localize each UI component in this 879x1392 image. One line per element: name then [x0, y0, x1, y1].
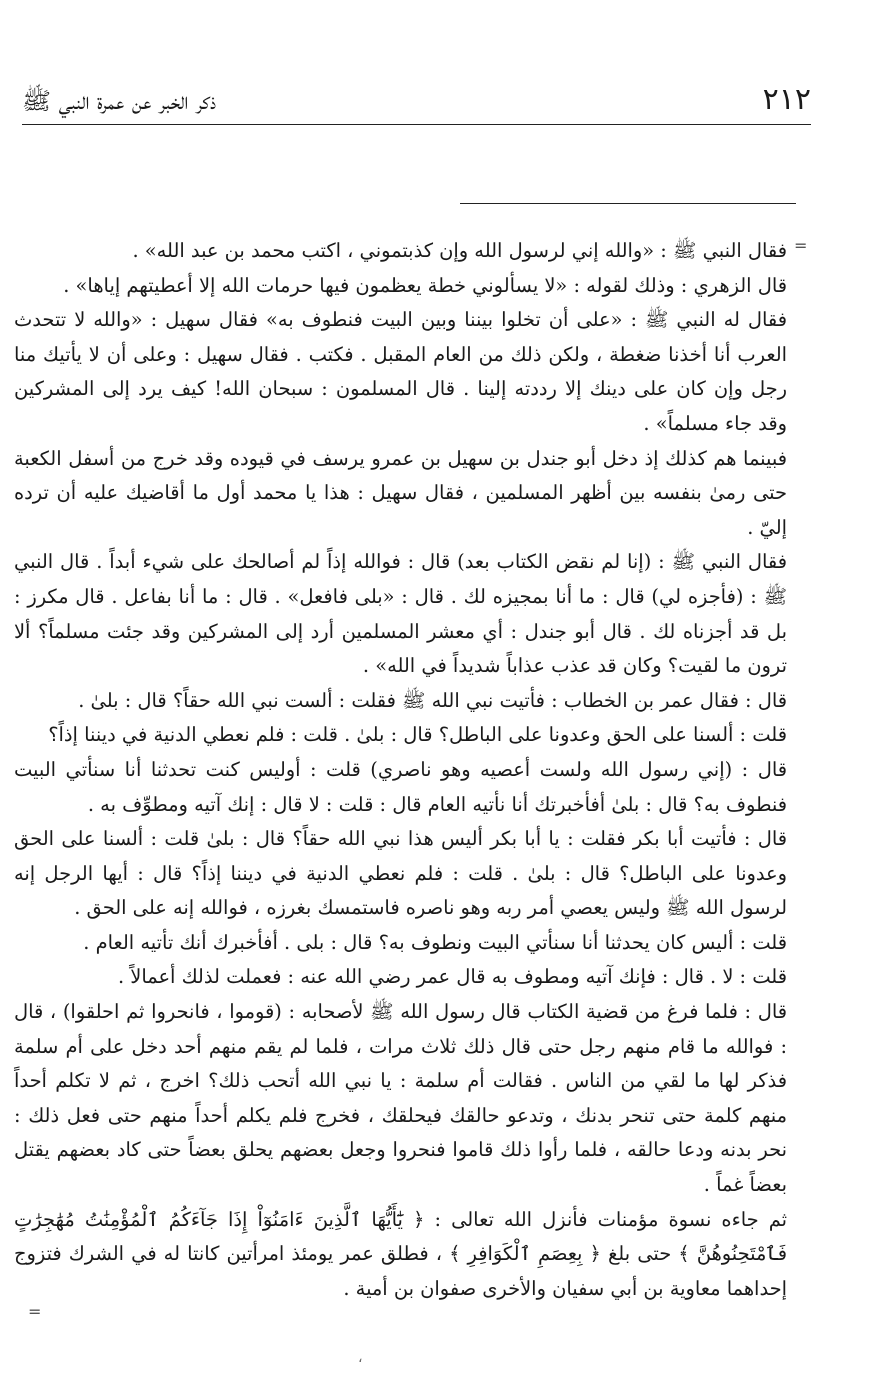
paragraph: قلت : لا . قال : فإنك آتيه ومطوف به قال عمر رضي الله عنه : فعملت لذلك أعمالاً .	[117, 965, 787, 989]
paragraph: ثم جاءه نسوة مؤمنات فأنزل الله تعالى : ﴿ يَٰٓأَيُّهَا ٱلَّذِينَ ءَامَنُوٓاْ إِذَا جَآءَكُمُ ٱلْمُؤْمِنَٰتُ مُهَٰجِرَٰتٍ فَٱمْتَحِنُوهُنَّ ﴾ حتى بلغ ﴿ بِعِصَمِ ٱلْكَوَافِرِ ﴾ ، فطلق عمر يومئذ امرأتين كانتا له في الشرك فتزوج إحداهما معاوية بن أبي سفيان والأخرى صفوان بن أمية .	[14, 1207, 787, 1300]
paragraph: قال : (إني رسول الله ولست أعصيه وهو ناصري) قلت : أوليس كنت تحدثنا أنا سنأتي البيت فنطوف به؟ قال : بلىٰ أفأخبرتك أنا نأتيه العام قال : قلت : لا قال : إنك آتيه ومطوِّف به .	[14, 757, 787, 816]
paragraph: قال : فأتيت أبا بكر فقلت : يا أبا بكر أليس هذا نبي الله حقاً؟ قال : بلىٰ قلت : ألسنا على الحق وعدونا على الباطل؟ قال : بلىٰ . قلت : فلم نعطي الدنية في ديننا إذاً؟ قال : أيها الرجل إنه لرسول الله ﷺ وليس يعصي أمر ربه وهو ناصره فاستمسك بغرزه ، فوالله إنه على الحق .	[14, 827, 787, 920]
paragraph: فقال النبي ﷺ : (إنا لم نقض الكتاب بعد) قال : فوالله إذاً لم أصالحك على شيء أبداً . قال النبي ﷺ : (فأجزه لي) قال : ما أنا بمجيزه لك . قال : «بلى فافعل» . قال : ما أنا بفاعل . قال مكرز : بل قد أجزناه لك . قال أبو جندل : أي معشر المسلمين أرد إلى المشركين وقد جئت مسلماً؟ ألا ترون ما لقيت؟ وكان قد عذب عذاباً شديداً في الله» .	[14, 550, 787, 678]
section-rule	[460, 203, 796, 204]
paragraph: قال : فقال عمر بن الخطاب : فأتيت نبي الله ﷺ فقلت : ألست نبي الله حقاً؟ قال : بلىٰ .	[78, 688, 787, 712]
paragraph: فقال النبي ﷺ : «والله إني لرسول الله وإن كذبتموني ، اكتب محمد بن عبد الله» .	[132, 239, 787, 262]
running-title: ذكر الخبر عن عمرة النبي ﷺ	[22, 87, 217, 115]
page-number: ٢١٢	[762, 82, 811, 117]
paragraph: قال الزهري : وذلك لقوله : «لا يسألوني خطة يعظمون فيها حرمات الله إلا أعطيتهم إياها» .	[63, 273, 787, 297]
paragraph: قلت : أليس كان يحدثنا أنا سنأتي البيت ونطوف به؟ قال : بلى . أفأخبرك أنك تأتيه العام .	[83, 930, 787, 954]
paragraph: قلت : ألسنا على الحق وعدونا على الباطل؟ قال : بلىٰ . قلت : فلم نعطي الدنية في ديننا إذاً؟	[48, 723, 787, 747]
paragraph: فبينما هم كذلك إذ دخل أبو جندل بن سهيل بن عمرو يرسف في قيوده وقد خرج من أسفل الكعبة حتى رمىٰ بنفسه بين أظهر المسلمين ، فقال سهيل : هذا يا محمد أول ما أقاضيك عليه أن ترده إليّ .	[14, 446, 787, 539]
paragraph: فقال له النبي ﷺ : «على أن تخلوا بيننا وبين البيت فنطوف به» فقال سهيل : «والله لا تتحدث العرب أنا أخذنا ضغطة ، ولكن ذلك من العام المقبل . فكتب . فقال سهيل : وعلى أن لا يأتيك منا رجل وإن كان على دينك إلا رددته إلينا . قال المسلمون : سبحان الله! كيف يرد إلى المشركين وقد جاء مسلماً» .	[14, 308, 787, 435]
page-foot-mark: ،	[358, 1350, 363, 1366]
margin-mark-top: =	[794, 236, 808, 255]
margin-mark-bottom: =	[28, 1302, 42, 1321]
page-header	[22, 78, 811, 125]
body-text	[14, 234, 787, 1306]
paragraph: قال : فلما فرغ من قضية الكتاب قال رسول الله ﷺ لأصحابه : (قوموا ، فانحروا ثم احلقوا) ، قال : فوالله ما قام منهم رجل حتى قال ذلك ثلاث مرات ، فلما لم يقم منهم أحد دخل على أم سلمة فذكر لها ما لقي من الناس . فقالت أم سلمة : يا نبي الله أتحب ذلك؟ اخرج ، ثم لا تكلم أحداً منهم كلمة حتى تنحر بدنك ، وتدعو حالقك فيحلقك ، فخرج فلم يكلم أحداً منهم حتى فعل ذلك : نحر بدنه ودعا حالقه ، فلما رأوا ذلك قاموا فنحروا وجعل بعضهم يحلق بعضاً حتى كاد بعضهم يقتل بعضاً غماً .	[14, 1000, 787, 1197]
